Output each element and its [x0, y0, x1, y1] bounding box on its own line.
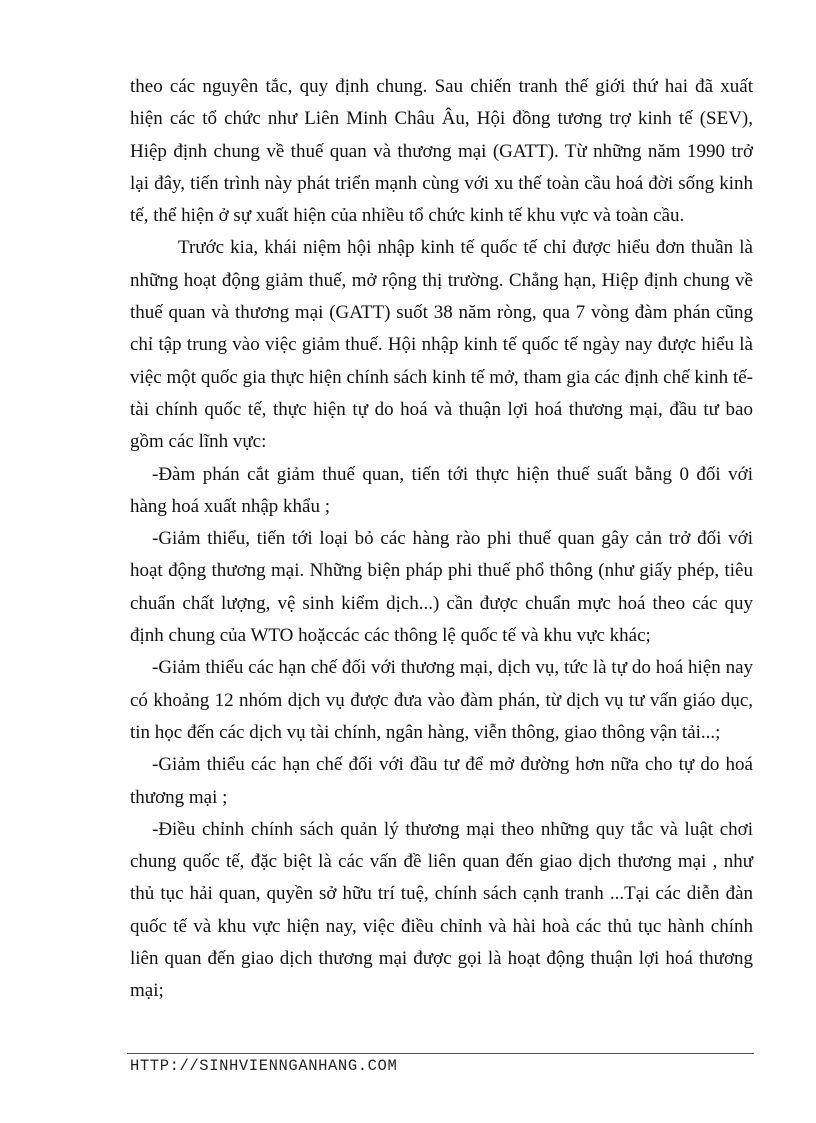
list-item-non-tariff: -Giảm thiểu, tiến tới loại bỏ các hàng rào phi thuế quan gây cản trở đối với hoạt động thương mại. Những biện pháp phi thuế phổ thông (như giấy phép, tiêu chuẩn chất lượng, vệ sinh kiểm dịch...) cần được chuẩn mực hoá theo các quy định chung của WTO hoặccác các thông lệ quốc tế và khu vực khác;: [130, 528, 753, 647]
list-item-investment: -Giảm thiểu các hạn chế đối với đầu tư để mở đường hơn nữa cho tự do hoá thương mại ;: [130, 754, 753, 808]
body-text: [130, 71, 753, 1008]
paragraph-concept: Trước kia, khái niệm hội nhập kinh tế quốc tế chỉ được hiểu đơn thuần là những hoạt động giảm thuế, mở rộng thị trường. Chẳng hạn, Hiệp định chung về thuế quan và thương mại (GATT) suốt 38 năm ròng, qua 7 vòng đàm phán cũng chỉ tập trung vào việc giảm thuế. Hội nhập kinh tế quốc tế ngày nay được hiểu là việc một quốc gia thực hiện chính sách kinh tế mở, tham gia các định chế kinh tế-tài chính quốc tế, thực hiện tự do hoá và thuận lợi hoá thương mại, đầu tư bao gồm các lĩnh vực:: [130, 237, 753, 453]
list-item-trade-policy: -Điều chỉnh chính sách quản lý thương mại theo những quy tắc và luật chơi chung quốc tế, đặc biệt là các vấn đề liên quan đến giao dịch thương mại , như thủ tục hải quan, quyền sở hữu trí tuệ, chính sách cạnh tranh ...Tại các diễn đàn quốc tế và khu vực hiện nay, việc điều chỉnh và hài hoà các thủ tục hành chính liên quan đến giao dịch thương mại được gọi là hoạt động thuận lợi hoá thương mại;: [130, 818, 753, 1002]
paragraph-continuation: theo các nguyên tắc, quy định chung. Sau chiến tranh thế giới thứ hai đã xuất hiện các tổ chức như Liên Minh Châu Âu, Hội đồng tương trợ kinh tế (SEV), Hiệp định chung về thuế quan và thương mại (GATT). Từ những năm 1990 trở lại đây, tiến trình này phát triển mạnh cùng với xu thế toàn cầu hoá đời sống kinh tế, thể hiện ở sự xuất hiện của nhiều tổ chức kinh tế khu vực và toàn cầu.: [130, 76, 753, 227]
list-item-tariff: -Đàm phán cắt giảm thuế quan, tiến tới thực hiện thuế suất bằng 0 đối với hàng hoá xuất nhập khẩu ;: [130, 463, 753, 517]
list-item-services: -Giảm thiểu các hạn chế đối với thương mại, dịch vụ, tức là tự do hoá hiện nay có khoảng 12 nhóm dịch vụ được đưa vào đàm phán, từ dịch vụ tư vấn giáo dục, tin học đến các dịch vụ tài chính, ngân hàng, viễn thông, giao thông vận tải...;: [130, 657, 753, 743]
footer-divider: [127, 1053, 754, 1054]
footer-url: HTTP://SINHVIENNGANHANG.COM: [130, 1057, 398, 1075]
